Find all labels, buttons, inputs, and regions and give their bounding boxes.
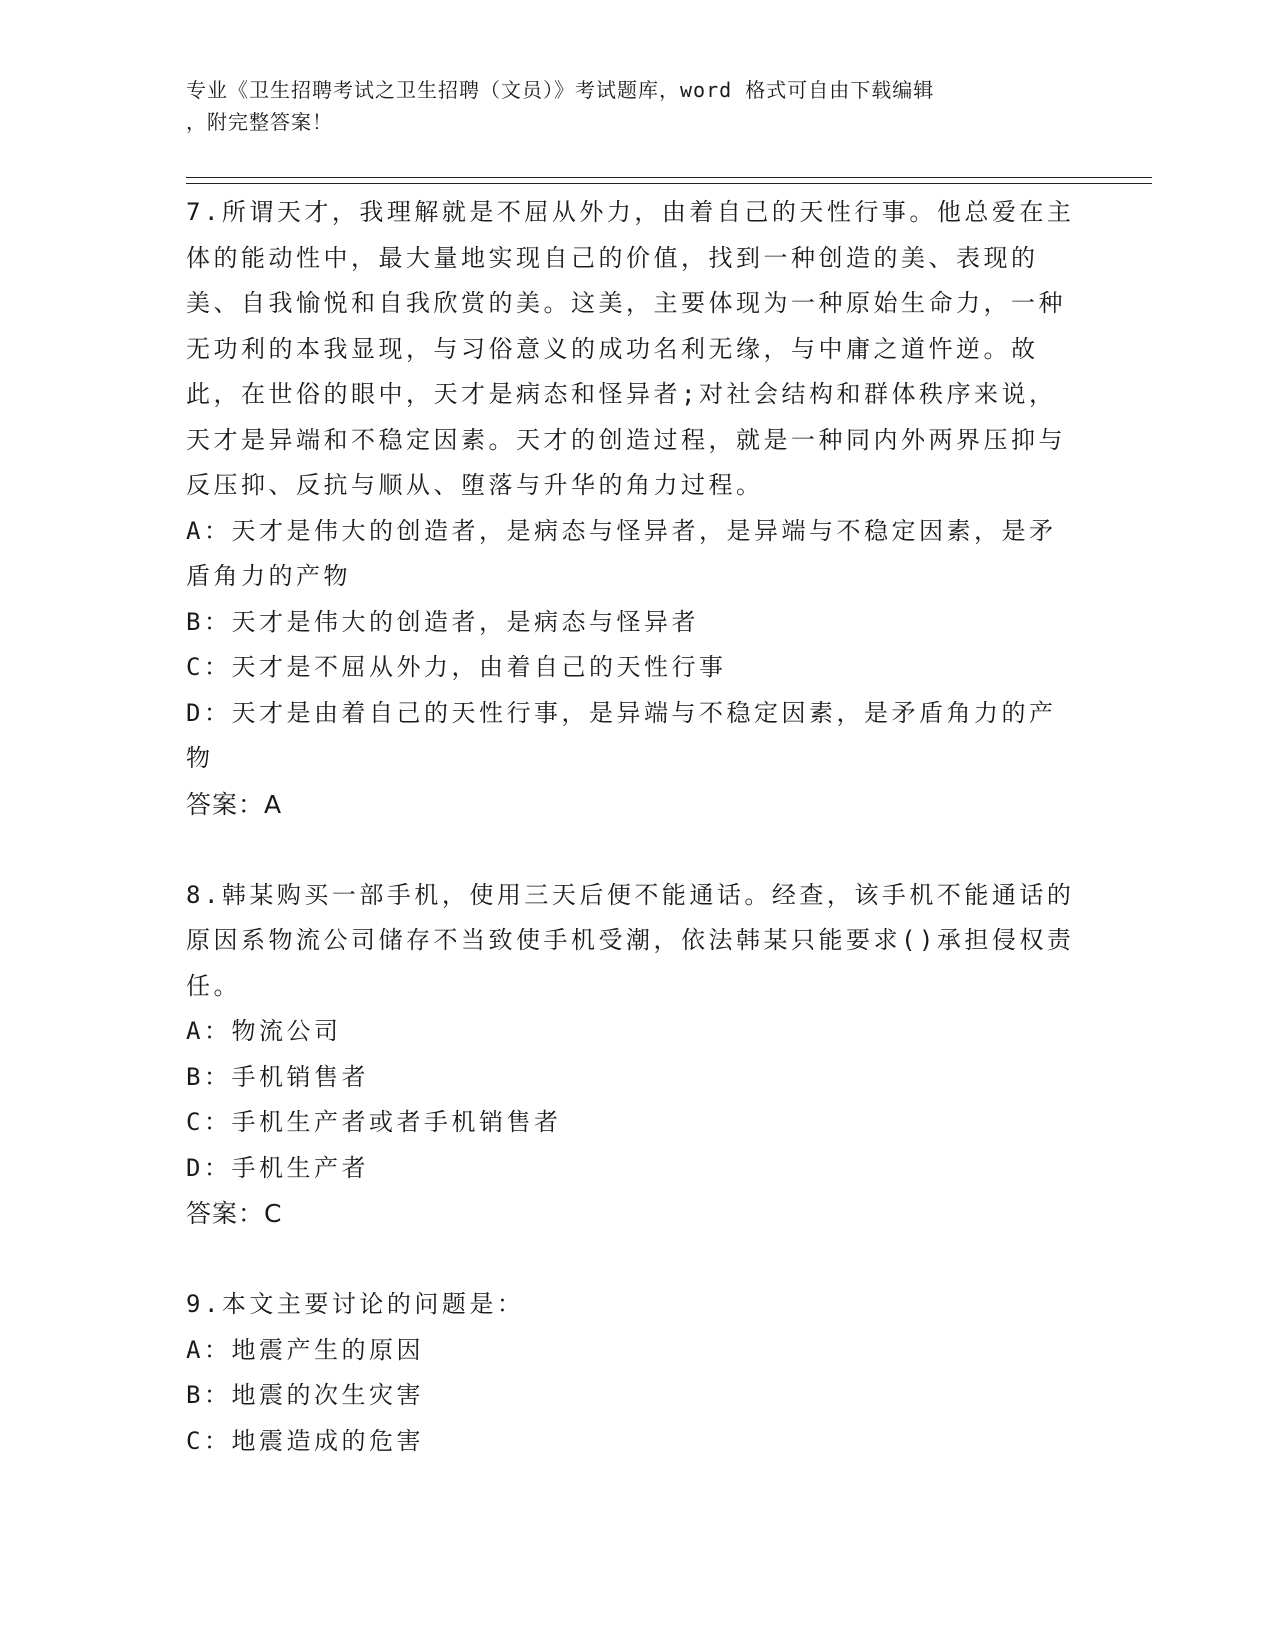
- answer-line: 答案：A: [186, 789, 283, 819]
- option-d: D：天才是由着自己的天性行事，是异端与不稳定因素，是矛盾角力的产物: [186, 698, 1057, 772]
- header-divider-top: [186, 177, 1152, 178]
- question-8: [186, 873, 1076, 1237]
- option-c: C：天才是不屈从外力，由着自己的天性行事: [186, 653, 727, 681]
- option-b: B：地震的次生灾害: [186, 1381, 424, 1409]
- option-b: B：天才是伟大的创造者，是病态与怪异者: [186, 607, 699, 636]
- header-line-1: 专业《卫生招聘考试之卫生招聘（文员）》考试题库，word 格式可自由下载编辑: [186, 78, 935, 102]
- question-spacer: [186, 827, 1076, 873]
- option-c: C：手机生产者或者手机销售者: [186, 1108, 562, 1136]
- option-a: A：地震产生的原因: [186, 1335, 424, 1364]
- header-divider-bottom: [186, 183, 1152, 184]
- question-stem: 8.韩某购买一部手机，使用三天后便不能通话。经查，该手机不能通话的原因系物流公司储存不当致使手机受潮，依法韩某只能要求()承担侵权责任。: [186, 880, 1075, 1000]
- question-stem: 7.所谓天才，我理解就是不屈从外力，由着自己的天性行事。他总爱在主体的能动性中，最大量地实现自己的价值，找到一种创造的美、表现的美、自我愉悦和自我欣赏的美。这美，主要体现为一种原始生命力，一种无功利的本我显现，与习俗意义的成功名利无缘，与中庸之道忤逆。故此，在世俗的眼中，天才是病态和怪异者;对社会结构和群体秩序来说，天才是异端和不稳定因素。天才的创造过程，就是一种同内外两界压抑与反压抑、反抗与顺从、堕落与升华的角力过程。: [186, 198, 1075, 499]
- option-a: A：天才是伟大的创造者，是病态与怪异者，是异端与不稳定因素，是矛盾角力的产物: [186, 516, 1057, 590]
- answer-line: 答案：C: [186, 1199, 283, 1228]
- question-stem: 9.本文主要讨论的问题是：: [186, 1290, 525, 1318]
- option-a: A：物流公司: [186, 1017, 342, 1045]
- header-line-2: ，附完整答案！: [186, 110, 333, 134]
- question-7: [186, 190, 1076, 827]
- option-c: C：地震造成的危害: [186, 1426, 424, 1455]
- question-9: [186, 1282, 1076, 1464]
- document-header: [186, 74, 1066, 138]
- option-d: D：手机生产者: [186, 1153, 369, 1182]
- question-spacer: [186, 1237, 1076, 1283]
- question-list: [186, 190, 1076, 1464]
- option-b: B：手机销售者: [186, 1062, 369, 1091]
